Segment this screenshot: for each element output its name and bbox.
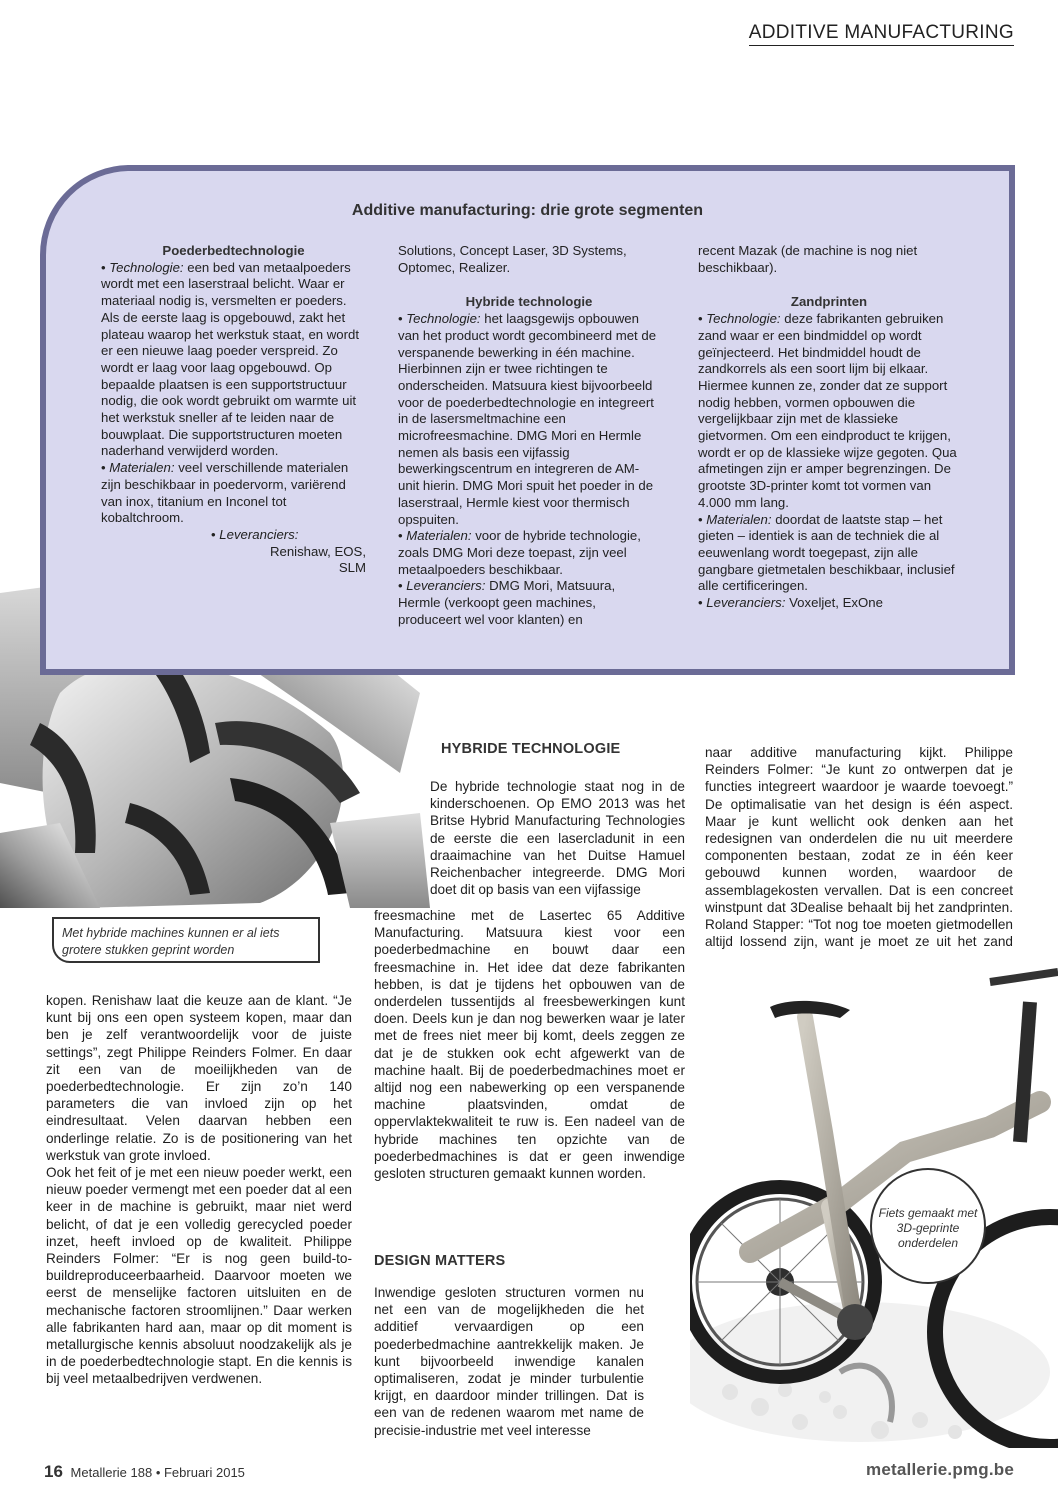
sidebar-paragraph: • Materialen: voor de hybride technologie, zoals DMG Mori deze toepast, zijn veel metaalpoeders beschikbaar. [398, 528, 641, 577]
article-column-2 [374, 907, 685, 1182]
article-paragraph: naar additive manufacturing kijkt. Philippe Reinders Folmer: “Je kunt zo ontwerpen dat je functies integreert waardoor je waarde toevoegt.” De optimalisatie van het design is één aspect. Maar je kunt wellicht ook denken aan het redesignen van onderdelen die nu uit meerdere componenten bestaan, zodat ze in één keer gebouwd kunnen worden, waardoor de assemblagekosten vervallen. Dat is een concreet winstpunt dat 3Dealise behaalt bij het zandprinten. Roland Stapper: “Tot nog toe moeten gietmodellen altijd lossend zijn, want je moet ze uit het zand [705, 745, 1013, 950]
sidebar-paragraph: • Leveranciers: DMG Mori, Matsuura, Hermle (verkoopt geen machines, produceert wel voor klanten) en [398, 578, 616, 627]
sidebar-heading: Hybride technologie [465, 294, 593, 310]
page-number: 16 [44, 1462, 63, 1481]
article-paragraph: freesmachine met de Lasertec 65 Additive Manufacturing. Matsuura kiest voor een poederbedmachine en bouwt daar een freesmachine in. Het idee dat deze fabrikanten hebben, is dat je tijdens het opbouwen van de onderdelen tussentijds al freesbewerkingen kunt doen. Deels kun je dan nog bewerken waar je later met de frees niet meer bij komt, deels zeggen ze dat je de stukken ook echt afgewerkt van de machine haalt. Bij de poederbedmachines moet er altijd nog een nabewerking op een verspanende machine plaatsvinden, omdat de oppervlaktekwaliteit te ruw is. Een nadeel van de hybride machines ten opzichte van de poederbedmachines is dat er geen inwendige gesloten structuren gemaakt kunnen worden. [374, 908, 685, 1182]
article-column-2-intro [430, 778, 685, 898]
article-paragraph: Inwendige gesloten structuren vormen nu net een van de mogelijkheden die het additief vervaardigen op een poederbedmachine aantrekkelijk maken. Je kunt bijvoorbeeld inwendige kanalen optimaliseren, zodat je minder turbulentie krijgt, en daardoor minder trillingen. Dat is een van de redenen waarom met name de precisie-industrie met veel interesse [374, 1285, 644, 1438]
article-column-1 [46, 992, 352, 1388]
bike-caption: Fiets gemaakt met 3D-geprinte onderdelen [870, 1168, 986, 1284]
article-column-3 [705, 744, 1013, 985]
heading-hybride-technologie: HYBRIDE TECHNOLOGIE [441, 741, 621, 757]
article-column-2-continued [374, 1284, 644, 1439]
sidebar-heading: Poederbedtechnologie [162, 243, 305, 258]
sidebar-column-zandprinten [698, 243, 960, 612]
website-url: metallerie.pmg.be [866, 1460, 1014, 1479]
sidebar-paragraph: • Materialen: veel verschillende materialen zijn beschikbaar in poedervorm, variërend van inox, titanium en Inconel tot kobaltchroom. [101, 460, 349, 526]
heading-design-matters: DESIGN MATTERS [374, 1253, 506, 1269]
article-paragraph: kopen. Renishaw laat die keuze aan de klant. “Je kunt bij ons een open systeem kopen, maar dan ben je zelf verantwoordelijk voor de juiste settings”, zegt Philippe Reinders Folmer. En daar zit een van de moeilijkheden van de poederbedtechnologie. Er zijn zo’n 140 parameters die van invloed zijn op het eindresultaat. Velen daarvan hebben een onderlinge relatie. Zo is de positionering van het werkstuk van grote invloed. [46, 993, 352, 1163]
sidebar-paragraph: • Materialen: doordat de laatste stap – het gieten – identiek is aan de techniek die al eeuwenlang wordt toegepast, zijn alle gangbare gietmetalen beschikbaar, inclusief alle certificeringen. [698, 511, 955, 594]
article-paragraph: De hybride technologie staat nog in de kinderschoenen. Op EMO 2013 was het Britse Hybrid Manufacturing Technologies de eerste die een lasercladunit in een draaimachine van het Duitse Hamuel Reichenbacher integreerde. DMG Mori doet dit op basis van een vijfassige [430, 779, 685, 898]
segments-sidebar [40, 165, 1015, 675]
sidebar-paragraph: SLM [338, 560, 366, 576]
section-title: ADDITIVE MANUFACTURING [749, 22, 1014, 46]
page-footer [44, 1462, 245, 1482]
sidebar-column-hybride [398, 243, 660, 628]
article-paragraph: Ook het feit of je met een nieuw poeder werkt, een nieuw poeder vermengt met een poeder dat al een keer in de machine is gebruikt, maar niet werd belicht, of dat je een volledig gerecycled poeder inzet, heeft invloed op de kwaliteit. Philippe Reinders Folmer: “Er is nog geen build-to-buildreproduceerbaarheid. Daarvoor moeten we eerst de menselijke factoren uitsluiten en de mechanische factoren stroomlijnen.” Daar werken alle fabrikanten hard aan, maar op dit moment is metallurgische kennis absoluut noodzakelijk als je in de poederbedtechnologie stapt. En die kennis is bij veel metaalbedrijven verdwenen. [46, 1165, 352, 1387]
turbine-caption: Met hybride machines kunnen er al iets grotere stukken geprint worden [52, 917, 320, 963]
sidebar-paragraph: • Leveranciers: Voxeljet, ExOne [698, 595, 883, 611]
bike-photo [690, 952, 1058, 1448]
sidebar-column-poederbed [101, 243, 366, 577]
sidebar-title: Additive manufacturing: drie grote segmenten [351, 202, 704, 219]
sidebar-paragraph: • Technologie: deze fabrikanten gebruiken zand waar er een bindmiddel op wordt geïnjecteerd. Het bindmiddel houdt de zandkorrels als een soort lijm bij elkaar. Hiermee kunnen ze, zonder dat ze support nodig hebben, vormen opbouwen die vergelijkbaar zijn met de klassieke gietvormen. Om een eindproduct te krijgen, wordt er op de klassieke wijze gegoten. Qua afmetingen zijn er amper begrenzingen. De grootste 3D-printer komt tot vormen van 4.000 mm lang. [698, 311, 957, 510]
sidebar-paragraph: Renishaw, EOS, [269, 543, 366, 559]
sidebar-paragraph: • Leveranciers: [211, 526, 299, 542]
sidebar-paragraph: • Technologie: een bed van metaalpoeders wordt met een laserstraal belicht. Waar er materiaal nodig is, versmelten er poeders. Als de eerste laag is opgebouwd, zakt het plateau waarop het werkstuk staat, en wordt er een nieuwe laag poeder verspreid. Zo wordt er laag voor laag opgebouwd. Op bepaalde plaatsen is een supportstructuur nodig, die ook wordt gebruikt om warmte uit het werkstuk sneller af te leiden naar de bouwplaat. Die supportstructuren moeten naderhand verwijderd worden. [101, 259, 360, 459]
sidebar-paragraph: • Technologie: het laagsgewijs opbouwen van het product wordt gecombineerd met de verspanende bewerking in één machine. Hierbinnen zijn er twee richtingen te onderscheiden. Matsuura kiest bijvoorbeeld voor de poederbedtechnologie en integreert in de lasersmeltmachine een microfreesmachine. DMG Mori en Hermle nemen als basis een vijfassig bewerkingscentrum en integreren de AM-unit hierin. DMG Mori spuit het poeder in de laserstraal, Hermle kiest voor thermisch opspuiten. [398, 311, 657, 527]
sidebar-paragraph: Solutions, Concept Laser, 3D Systems, Optomec, Realizer. [398, 243, 627, 275]
sidebar-paragraph: recent Mazak (de machine is nog niet beschikbaar). [698, 243, 918, 275]
issue-info: Metallerie 188 • Februari 2015 [70, 1465, 245, 1480]
sidebar-heading: Zandprinten [790, 294, 868, 310]
